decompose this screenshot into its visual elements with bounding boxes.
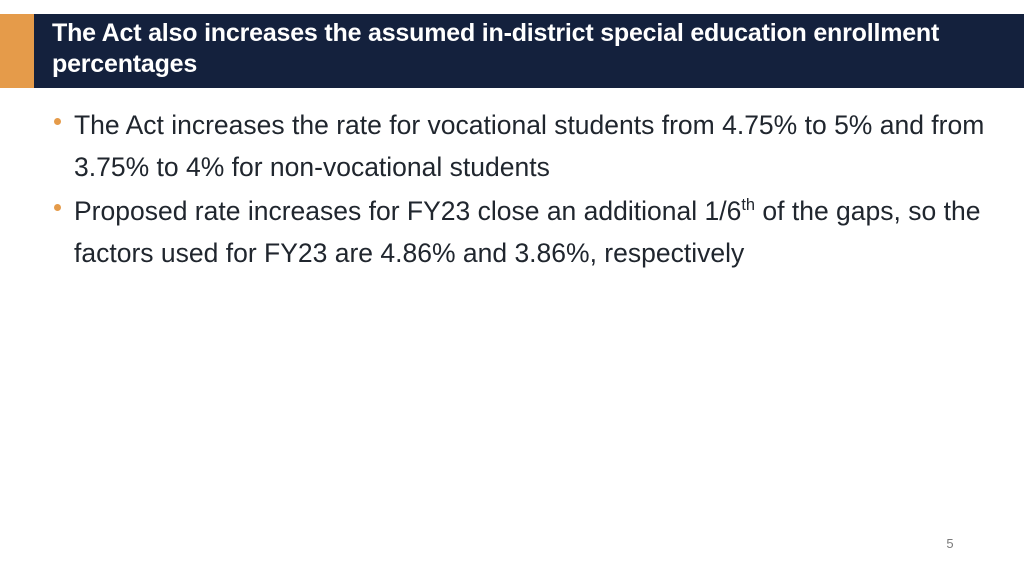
list-item-text <box>74 104 1004 188</box>
list-item <box>44 190 1004 274</box>
body-content <box>44 104 1004 276</box>
bullet-dot-icon <box>54 204 61 211</box>
accent-bar-dark <box>34 14 52 88</box>
list-item-text-part-1: The Act increases the rate for vocational students from 4.75% to 5% and from 3.75% to 4% for non-vocational students <box>74 110 985 182</box>
list-item <box>44 104 1004 188</box>
list-item-superscript: th <box>741 196 756 215</box>
list-item-text-part-2: of the gaps, so the factors used for FY23 are 4.86% and 3.86%, respectively <box>74 196 981 268</box>
list-item-text <box>74 190 1004 274</box>
page-title: The Act also increases the assumed in-district special education enrollment percentages <box>52 19 940 78</box>
accent-bar-orange <box>0 14 34 88</box>
page-number: 5 <box>946 536 954 551</box>
list-item-text-part-1: Proposed rate increases for FY23 close an additional 1/6 <box>74 196 742 226</box>
bullet-dot-icon <box>54 118 61 125</box>
